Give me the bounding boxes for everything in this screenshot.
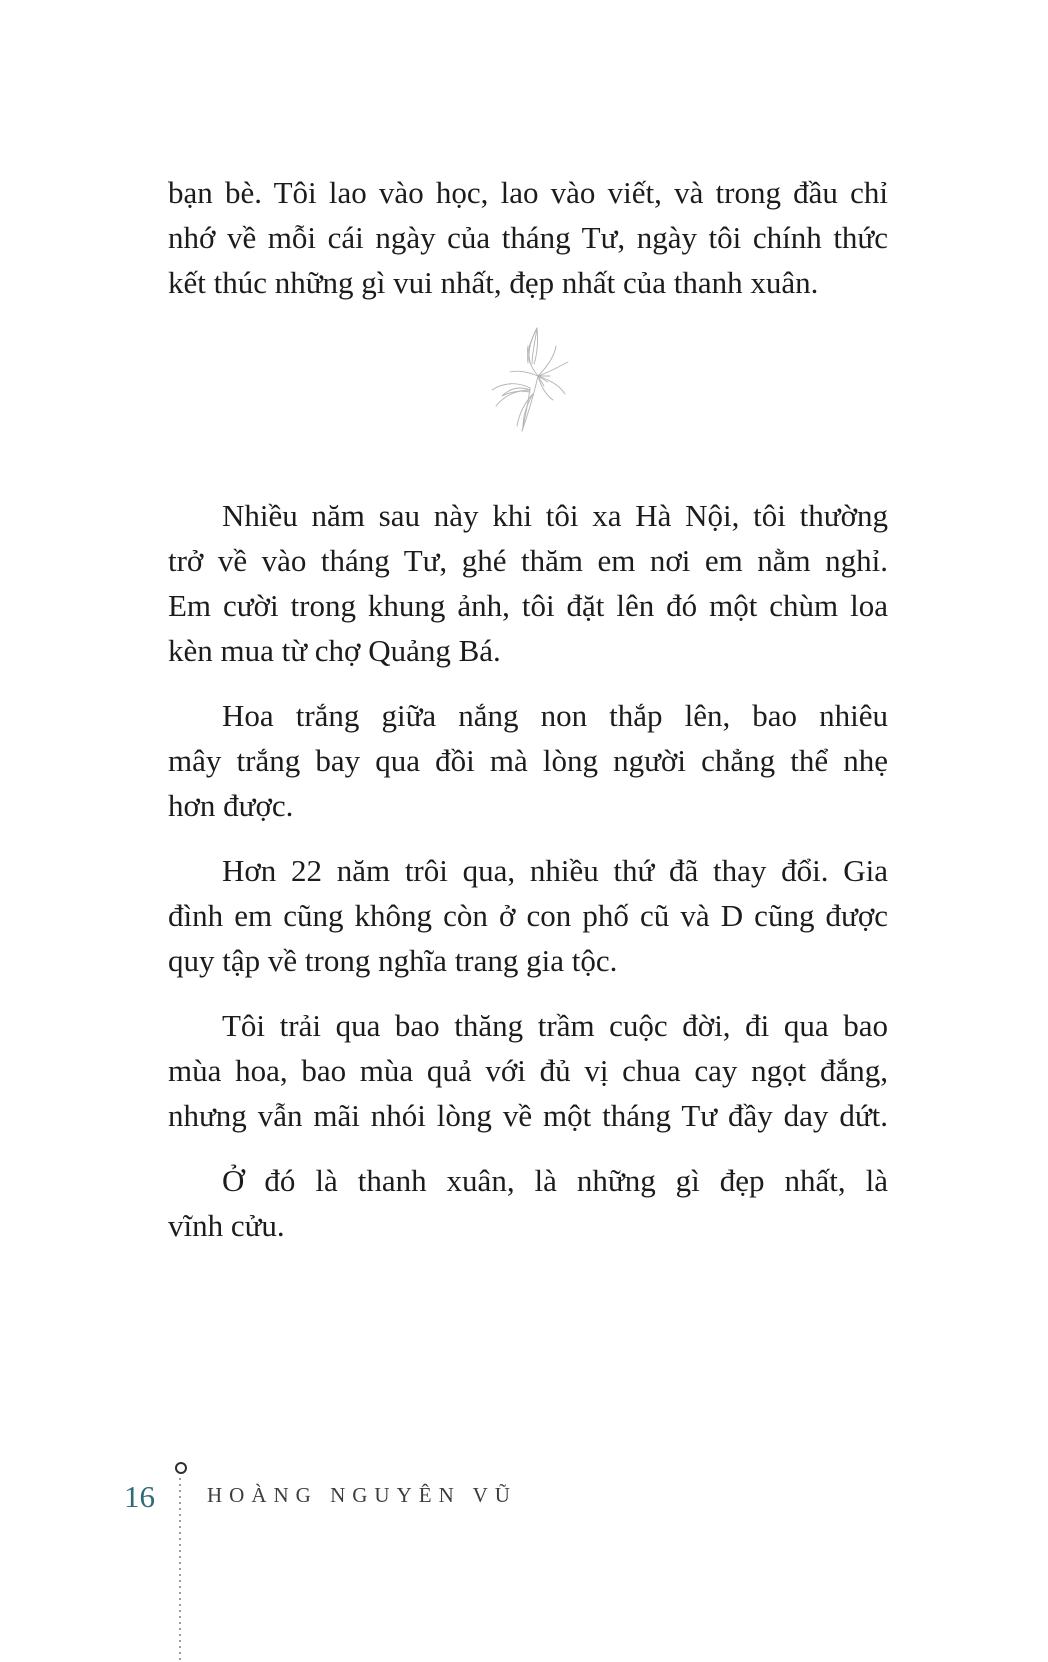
- text-line: mây trắng bay qua đồi mà lòng người chẳng thể nhẹ: [168, 743, 888, 778]
- text-line: Nhiều năm sau này khi tôi xa Hà Nội, tôi thường: [222, 498, 888, 533]
- text-line: bạn bè. Tôi lao vào học, lao vào viết, và trong đầu chỉ: [168, 175, 888, 210]
- text-line: đình em cũng không còn ở con phố cũ và D cũng được: [168, 898, 888, 933]
- text-line: Ở đó là thanh xuân, là những gì đẹp nhất, là: [222, 1163, 888, 1198]
- text-line: Hoa trắng giữa nắng non thắp lên, bao nhiêu: [222, 698, 888, 733]
- page-number: 16: [124, 1479, 155, 1514]
- text-line: nhớ về mỗi cái ngày của tháng Tư, ngày tôi chính thức: [168, 220, 888, 255]
- text-line: trở về vào tháng Tư, ghé thăm em nơi em nằm nghỉ.: [168, 543, 888, 578]
- text-line: Tôi trải qua bao thăng trầm cuộc đời, đi qua bao: [222, 1008, 888, 1043]
- section-break-ornament: [168, 325, 888, 433]
- body-paragraph: [168, 1158, 888, 1248]
- text-line: vĩnh cửu.: [168, 1208, 285, 1243]
- body-paragraph: [168, 170, 888, 305]
- text-line: hơn được.: [168, 788, 294, 823]
- dotted-rule: [179, 1478, 181, 1662]
- text-line: kết thúc những gì vui nhất, đẹp nhất của thanh xuân.: [168, 265, 819, 300]
- body-paragraph: [168, 848, 888, 983]
- body-paragraph: [168, 693, 888, 828]
- text-line: kèn mua từ chợ Quảng Bá.: [168, 633, 501, 668]
- lily-flower-icon: [480, 325, 576, 433]
- running-title-author: HOÀNG NGUYÊN VŨ: [207, 1483, 517, 1507]
- text-line: mùa hoa, bao mùa quả với đủ vị chua cay ngọt đắng,: [168, 1053, 888, 1088]
- text-line: nhưng vẫn mãi nhói lòng về một tháng Tư đầy day dứt.: [168, 1098, 888, 1133]
- body-paragraph: [168, 1003, 888, 1138]
- text-line: Em cười trong khung ảnh, tôi đặt lên đó một chùm loa: [168, 588, 888, 623]
- text-line: Hơn 22 năm trôi qua, nhiều thứ đã thay đổi. Gia: [222, 853, 888, 888]
- dotted-rule-circle-icon: [175, 1462, 187, 1474]
- body-text-block: [168, 170, 888, 1268]
- text-line: quy tập về trong nghĩa trang gia tộc.: [168, 943, 618, 978]
- body-paragraph: [168, 493, 888, 673]
